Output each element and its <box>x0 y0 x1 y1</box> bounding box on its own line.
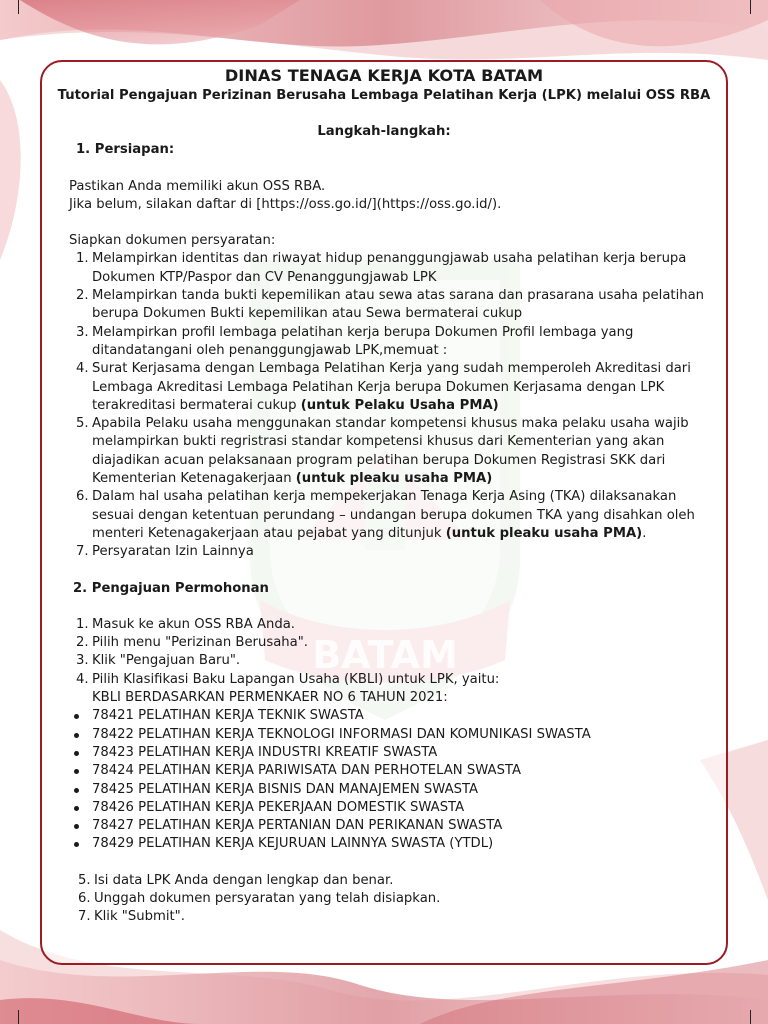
list-item <box>40 652 728 670</box>
list-item-line: diajadikan acuan pelaksanaan program pelatihan berupa Dokumen Registrasi SKK dari <box>92 452 666 468</box>
docs-heading: Siapkan dokumen persyaratan: <box>69 233 276 249</box>
list-item-text: Klik "Submit". <box>94 909 185 925</box>
list-item-line: Kementerian Ketenagakerjaan (untuk pleaku usaha PMA) <box>92 471 493 487</box>
bullet-icon <box>74 806 79 811</box>
bullet-icon <box>74 714 79 719</box>
intro-line: Jika belum, silakan daftar di [https://oss.go.id/](https://oss.go.id/). <box>69 196 502 212</box>
kbli-text: 78425 PELATIHAN KERJA BISNIS DAN MANAJEMEN SWASTA <box>92 781 479 797</box>
list-item-line: melampirkan bukti regristrasi standar kompetensi khusus dari Kementerian yang akan <box>92 434 665 450</box>
list-item-text: Unggah dokumen persyaratan yang telah disiapkan. <box>94 890 441 906</box>
list-item-text: Pilih Klasifikasi Baku Lapangan Usaha (KBLI) untuk LPK, yaitu: <box>92 671 500 687</box>
crop-mark <box>750 1010 751 1024</box>
emphasis-note: (untuk Pelaku Usaha PMA) <box>300 397 499 413</box>
list-item-number: 1. <box>76 616 89 632</box>
list-item-number: 2. <box>76 288 89 304</box>
bullet-icon <box>74 769 79 774</box>
section1-intro <box>40 178 728 215</box>
list-item-number: 3. <box>76 324 89 340</box>
list-item <box>40 287 728 324</box>
page-subtitle: Tutorial Pengajuan Perizinan Berusaha Lembaga Pelatihan Kerja (LPK) melalui OSS RBA <box>57 88 711 103</box>
kbli-item <box>40 781 728 799</box>
bullet-icon <box>74 824 79 829</box>
list-item-line: Surat Kerjasama dengan Lembaga Pelatihan Kerja yang sudah memperoleh Akreditasi dari <box>92 361 691 377</box>
list-item-line: Melampirkan profil lembaga pelatihan kerja berupa Dokumen Profil lembaga yang <box>92 324 634 340</box>
list-item-number: 4. <box>76 361 89 377</box>
list-item-line: menteri Ketenagakerjaan atau pejabat yang ditunjuk (untuk pleaku usaha PMA). <box>92 525 647 541</box>
kbli-text: 78421 PELATIHAN KERJA TEKNIK SWASTA <box>92 708 364 724</box>
list-item-number: 6. <box>76 489 89 505</box>
kbli-text: 78423 PELATIHAN KERJA INDUSTRI KREATIF SWASTA <box>92 744 438 760</box>
list-item <box>40 872 728 890</box>
emphasis-note: (untuk pleaku usaha PMA) <box>445 525 643 541</box>
list-item-number: 1. <box>76 251 89 267</box>
kbli-item <box>40 726 728 744</box>
list-item-line: Persyaratan Izin Lainnya <box>92 544 254 560</box>
list-item-line: Apabila Pelaku usaha menggunakan standar kompetensi khusus maka pelaku usaha wajib <box>92 416 689 432</box>
list-item-line: Melampirkan tanda bukti kepemilikan atau sewa atas sarana dan prasarana usaha pelatihan <box>92 288 705 304</box>
kbli-item <box>40 762 728 780</box>
list-item <box>40 890 728 908</box>
list-item-number: 7. <box>76 544 89 560</box>
list-item <box>40 360 728 415</box>
list-item-line: terakreditasi bermaterai cukup (untuk Pelaku Usaha PMA) <box>92 397 499 413</box>
list-item-number: 5. <box>78 872 91 888</box>
section2-heading: 2. Pengajuan Permohonan <box>73 580 269 596</box>
list-item-line: sesuai dengan ketentuan perundang – undangan berupa dokumen TKA yang disahkan oleh <box>92 507 695 523</box>
list-item-number: 2. <box>76 635 89 651</box>
kbli-item <box>40 835 728 853</box>
kbli-text: 78422 PELATIHAN KERJA TEKNOLOGI INFORMASI DAN KOMUNIKASI SWASTA <box>92 726 591 742</box>
steps-heading: Langkah-langkah: <box>317 124 451 139</box>
kbli-text: 78424 PELATIHAN KERJA PARIWISATA DAN PERHOTELAN SWASTA <box>92 763 521 779</box>
bullet-icon <box>74 788 79 793</box>
list-item-line: Lembaga Akreditasi Lembaga Pelatihan Kerja berupa Dokumen Kerjasama dengan LPK <box>92 379 665 395</box>
list-item-line: Melampirkan identitas dan riwayat hidup penanggungjawab usaha pelatihan kerja berupa <box>92 251 687 267</box>
bullet-icon <box>74 751 79 756</box>
kbli-item <box>40 817 728 835</box>
bullet-icon <box>74 733 79 738</box>
kbli-text: 78426 PELATIHAN KERJA PEKERJAAN DOMESTIK SWASTA <box>92 799 465 815</box>
list-item-line: berupa Dokumen Bukti kepemilikan atau Sewa bermaterai cukup <box>92 306 523 322</box>
list-item-text: Klik "Pengajuan Baru". <box>92 653 241 669</box>
list-item-line: Dalam hal usaha pelatihan kerja mempekerjakan Tenaga Kerja Asing (TKA) dilaksanakan <box>92 489 677 505</box>
list-item-number: 3. <box>76 653 89 669</box>
final-steps-list <box>40 872 728 927</box>
list-item <box>40 671 728 689</box>
list-item-number: 6. <box>78 890 91 906</box>
kbli-list <box>40 707 728 853</box>
crop-mark <box>18 1010 19 1024</box>
list-item-text: Pilih menu "Perizinan Berusaha". <box>92 635 308 651</box>
crop-mark <box>18 0 19 14</box>
kbli-intro: KBLI BERDASARKAN PERMENKAER NO 6 TAHUN 2021: <box>92 690 448 706</box>
document-content <box>40 64 728 927</box>
kbli-item <box>40 707 728 725</box>
list-item-text: Isi data LPK Anda dengan lengkap dan benar. <box>94 872 394 888</box>
kbli-item <box>40 744 728 762</box>
list-item <box>40 634 728 652</box>
list-item <box>40 543 728 561</box>
list-item-number: 7. <box>78 909 91 925</box>
list-item <box>40 616 728 634</box>
list-item <box>40 250 728 287</box>
emphasis-note: (untuk pleaku usaha PMA) <box>295 471 493 487</box>
list-item-number: 4. <box>76 671 89 687</box>
bullet-icon <box>74 842 79 847</box>
application-steps-list <box>40 616 728 689</box>
requirements-list <box>40 250 728 561</box>
intro-line: Pastikan Anda memiliki akun OSS RBA. <box>69 178 326 194</box>
list-item-number: 5. <box>76 416 89 432</box>
list-item <box>40 324 728 361</box>
list-item-text: Masuk ke akun OSS RBA Anda. <box>92 616 295 632</box>
page-title: DINAS TENAGA KERJA KOTA BATAM <box>224 66 544 85</box>
list-item <box>40 488 728 543</box>
list-item <box>40 415 728 488</box>
list-item-line: ditandatangani oleh penanggungjawab LPK,memuat : <box>92 342 448 358</box>
list-item <box>40 908 728 926</box>
kbli-text: 78427 PELATIHAN KERJA PERTANIAN DAN PERIKANAN SWASTA <box>92 818 503 834</box>
list-item-line: Dokumen KTP/Paspor dan CV Penanggungjawab LPK <box>92 269 437 285</box>
kbli-text: 78429 PELATIHAN KERJA KEJURUAN LAINNYA SWASTA (YTDL) <box>92 836 494 852</box>
section1-heading: 1. Persiapan: <box>76 142 175 158</box>
kbli-item <box>40 799 728 817</box>
crop-mark <box>750 0 751 14</box>
